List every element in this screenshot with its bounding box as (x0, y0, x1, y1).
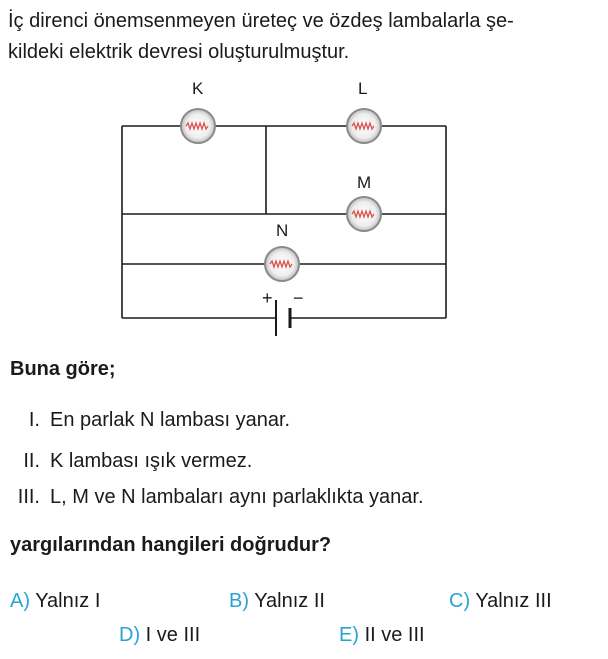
statement-3-number: III. (17, 486, 40, 508)
lamp-m (347, 197, 381, 231)
option-a-letter: A) (10, 590, 30, 612)
option-c-letter: C) (449, 590, 471, 612)
statement-1-text: En parlak N lambası yanar. (50, 409, 291, 431)
intro-line-1: İç direnci önemsenmeyen üreteç ve özdeş lambalarla şe- (8, 10, 514, 32)
option-a[interactable] (10, 590, 100, 613)
option-d-letter: D) (119, 624, 141, 646)
statement-2 (0, 450, 252, 473)
battery-plus-sign: + (262, 288, 273, 308)
lamp-l-label: L (358, 79, 368, 98)
option-e-letter: E) (339, 624, 359, 646)
question-lead: Buna göre; (10, 358, 116, 380)
statement-2-text: K lambası ışık vermez. (50, 450, 253, 472)
statement-3 (0, 486, 424, 509)
option-c[interactable] (449, 590, 552, 613)
question-prompt: yargılarından hangileri doğrudur? (10, 534, 332, 556)
option-b-text: Yalnız II (254, 590, 325, 612)
option-c-text: Yalnız III (475, 590, 552, 612)
lamp-k-label: K (192, 79, 204, 98)
option-e-text: II ve III (364, 624, 425, 646)
lamp-l (347, 109, 381, 143)
statement-3-text: L, M ve N lambaları aynı parlaklıkta yanar. (50, 486, 424, 508)
option-d-text: I ve III (145, 624, 201, 646)
lamp-k (181, 109, 215, 143)
statement-1 (0, 409, 290, 432)
option-a-text: Yalnız I (35, 590, 101, 612)
option-b[interactable] (229, 590, 325, 613)
option-e[interactable] (339, 624, 425, 647)
lamp-m-label: M (357, 173, 372, 192)
option-d[interactable] (119, 624, 200, 647)
battery-minus-sign: − (293, 288, 304, 308)
intro-line-2: kildeki elektrik devresi oluşturulmuştur. (8, 41, 350, 63)
statement-1-number: I. (28, 409, 40, 431)
lamp-n (265, 247, 299, 281)
option-b-letter: B) (229, 590, 249, 612)
lamp-n-label: N (276, 221, 289, 240)
statement-2-number: II. (23, 450, 40, 472)
